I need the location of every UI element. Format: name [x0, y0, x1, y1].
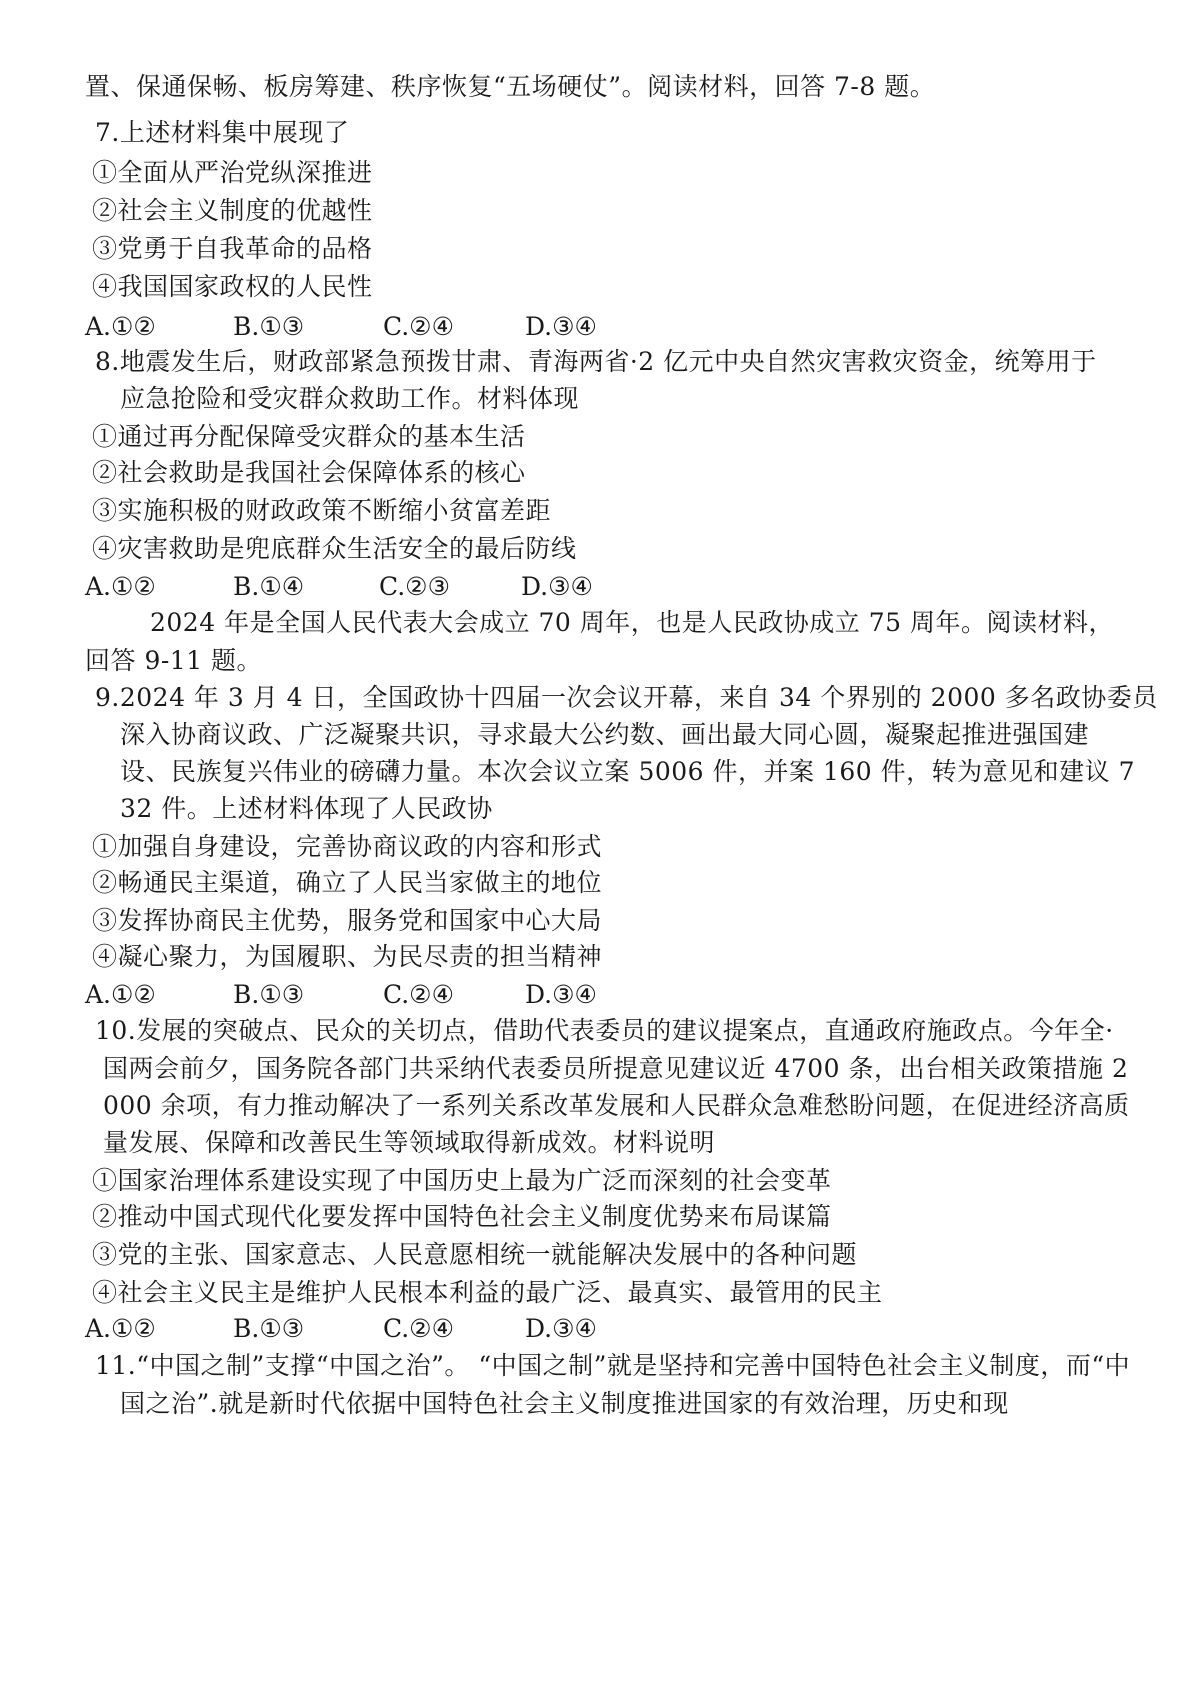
option-d[interactable]: D.③④ — [525, 980, 597, 1009]
option-b[interactable]: B.①④ — [233, 572, 305, 601]
question-10-stem-line-1: 10.发展的突破点、民众的关切点，借助代表委员的建议提案点，直通政府施政点。今年全· — [95, 1016, 1114, 1045]
question-7-item-1: ①全面从严治党纵深推进 — [92, 158, 373, 187]
option-d[interactable]: D.③④ — [525, 1314, 597, 1343]
option-d[interactable]: D.③④ — [521, 572, 593, 601]
question-8-item-4: ④灾害救助是兜底群众生活安全的最后防线 — [92, 534, 577, 563]
question-9-stem-line-4: 32 件。上述材料体现了人民政协 — [120, 794, 493, 823]
question-9-stem-line-2: 深入协商议政、广泛凝聚共识，寻求最大公约数、画出最大同心圆，凝聚起推进强国建 — [120, 720, 1090, 749]
option-a[interactable]: A.①② — [85, 1314, 156, 1343]
option-b[interactable]: B.①③ — [233, 980, 305, 1009]
question-7-item-2: ②社会主义制度的优越性 — [92, 196, 373, 225]
option-a[interactable]: A.①② — [85, 312, 156, 341]
question-9-item-3: ③发挥协商民主优势，服务党和国家中心大局 — [92, 906, 603, 935]
question-8-stem-line-1: 8.地震发生后，财政部紧急预拨甘肃、青海两省·2 亿元中央自然灾害救灾资金，统筹用于 — [95, 347, 1097, 376]
question-10-stem-line-3: 000 余项，有力推动解决了一系列关系改革发展和人民群众急难愁盼问题，在促进经济高质 — [103, 1091, 1130, 1120]
question-10-item-1: ①国家治理体系建设实现了中国历史上最为广泛而深刻的社会变革 — [92, 1166, 832, 1195]
option-c[interactable]: C.②④ — [383, 312, 455, 341]
question-9-stem-line-1: 9.2024 年 3 月 4 日，全国政协十四届一次会议开幕，来自 34 个界别的 2000 多名政协委员 — [95, 683, 1158, 712]
question-10-item-2: ②推动中国式现代化要发挥中国特色社会主义制度优势来布局谋篇 — [92, 1202, 832, 1231]
question-9-item-2: ②畅通民主渠道，确立了人民当家做主的地位 — [92, 868, 603, 897]
material-2-line-1: 2024 年是全国人民代表大会成立 70 周年，也是人民政协成立 75 周年。阅读材料， — [150, 608, 1114, 637]
question-7-stem: 7.上述材料集中展现了 — [95, 118, 350, 147]
option-b[interactable]: B.①③ — [233, 312, 305, 341]
option-c[interactable]: C.②④ — [383, 1314, 455, 1343]
material-2-line-2: 回答 9-11 题。 — [85, 646, 263, 675]
question-10-stem-line-2: 国两会前夕，国务院各部门共采纳代表委员所提意见建议近 4700 条，出台相关政策措施 2 — [103, 1054, 1129, 1083]
question-11-stem-line-1: 11.“中国之制”支撑“中国之治”。 “中国之制”就是坚持和完善中国特色社会主义制度，而“中 — [95, 1351, 1131, 1380]
question-8-item-2: ②社会救助是我国社会保障体系的核心 — [92, 458, 526, 487]
option-b[interactable]: B.①③ — [233, 1314, 305, 1343]
question-8-stem-line-2: 应急抢险和受灾群众救助工作。材料体现 — [120, 384, 580, 413]
option-a[interactable]: A.①② — [85, 572, 156, 601]
question-7-item-4: ④我国国家政权的人民性 — [92, 272, 373, 301]
question-8-item-1: ①通过再分配保障受灾群众的基本生活 — [92, 422, 526, 451]
question-10-stem-line-4: 量发展、保障和改善民生等领域取得新成效。材料说明 — [103, 1128, 716, 1157]
question-10-item-4: ④社会主义民主是维护人民根本利益的最广泛、最真实、最管用的民主 — [92, 1278, 883, 1307]
option-c[interactable]: C.②④ — [383, 980, 455, 1009]
material-intro-tail: 置、保通保畅、板房筹建、秩序恢复“五场硬仗”。阅读材料，回答 7-8 题。 — [85, 72, 936, 101]
question-11-stem-line-2: 国之治”.就是新时代依据中国特色社会主义制度推进国家的有效治理，历史和现 — [120, 1389, 1009, 1418]
question-10-item-3: ③党的主张、国家意志、人民意愿相统一就能解决发展中的各种问题 — [92, 1240, 858, 1269]
question-7-item-3: ③党勇于自我革命的品格 — [92, 234, 373, 263]
question-9-stem-line-3: 设、民族复兴伟业的磅礴力量。本次会议立案 5006 件，并案 160 件，转为意见和建议 7 — [120, 757, 1135, 786]
question-9-item-1: ①加强自身建设，完善协商议政的内容和形式 — [92, 832, 603, 861]
question-8-item-3: ③实施积极的财政政策不断缩小贫富差距 — [92, 496, 552, 525]
question-9-item-4: ④凝心聚力，为国履职、为民尽责的担当精神 — [92, 942, 603, 971]
option-d[interactable]: D.③④ — [525, 312, 597, 341]
option-a[interactable]: A.①② — [85, 980, 156, 1009]
option-c[interactable]: C.②③ — [379, 572, 451, 601]
